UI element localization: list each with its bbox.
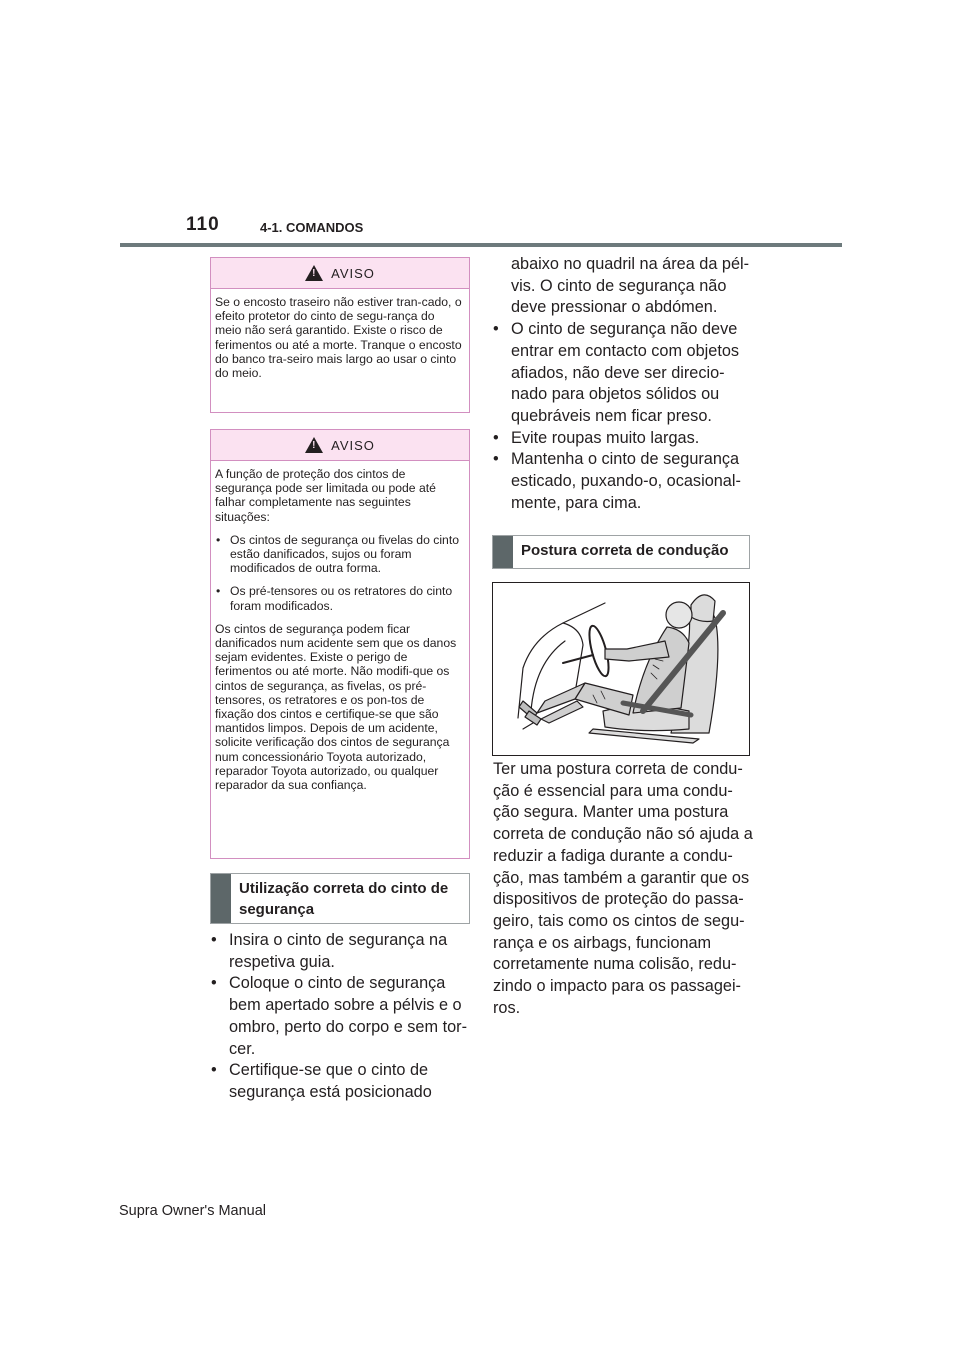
header-rule: [120, 243, 842, 247]
warning-header: [211, 430, 469, 461]
posture-heading: [492, 535, 750, 569]
list-item: • Mantenha o cinto de segurança esticado, puxando-o, ocasional-mente, para cima.: [493, 450, 741, 512]
posture-paragraph: Ter uma postura correta de condu-ção é essencial para uma condu-ção segura. Manter uma postura correta de condução não só ajuda a reduzir a fadiga durante a condu-ção, mas também a garantir que os dispositivos de proteção do passa-geiro, tais como os cintos de segu-rança e os airbags, funcionam corretamente numa colisão, redu-zindo o impacto para os passagei-ros.: [493, 760, 753, 1017]
warning-bullet: • Os pré-tensores ou os retratores do cinto foram modificados.: [216, 584, 453, 613]
heading-bar: [493, 536, 513, 568]
belt-usage-list-continued: [493, 254, 755, 514]
warning-triangle-icon: !: [305, 265, 323, 281]
warning-body: [211, 461, 469, 800]
page-number: 110: [186, 214, 220, 235]
list-item: • Certifique-se que o cinto de segurança está posicionado: [211, 1061, 432, 1101]
warning-box-2: [210, 429, 470, 859]
driver-seat-drawing: [493, 583, 749, 755]
list-item: • Evite roupas muito largas.: [493, 428, 700, 447]
warning-intro: A função de proteção dos cintos de segurança pode ser limitada ou pode até falhar completamente nas seguintes situações:: [215, 467, 436, 524]
footer-manual-title: Supra Owner's Manual: [119, 1203, 267, 1219]
warning-title: AVISO: [331, 265, 375, 281]
heading-bar: [211, 874, 231, 923]
warning-triangle-icon: !: [305, 437, 323, 453]
belt-usage-heading: [210, 873, 470, 924]
list-item-continuation: abaixo no quadril na área da pél-vis. O cinto de segurança não deve pressionar o abdómen.: [511, 255, 750, 317]
warning-outro: Os cintos de segurança podem ficar danificados num acidente sem que os danos sejam evidentes. Existe o perigo de ferimentos ou até morte. Não modifi-que os cintos de segurança, as fivelas, os pré-tensores, os retratores e os pon-tos de fixação dos cintos e certifique-se que são mantidos limpos. Depois de um acidente, solicite verificação dos cintos de segurança num concessionário Toyota autorizado, reparador Toyota autorizado, ou qualquer reparador da sua confiança.: [215, 621, 457, 793]
section-title: 4-1. COMANDOS: [260, 220, 364, 235]
warning-body: [211, 289, 469, 388]
warning-title: AVISO: [331, 437, 375, 453]
warning-header: [211, 258, 469, 289]
driving-posture-illustration: [492, 582, 750, 756]
list-item: • Insira o cinto de segurança na respetiva guia.: [211, 931, 448, 971]
belt-usage-list: [211, 930, 473, 1104]
warning-bullet: • Os cintos de segurança ou fivelas do cinto estão danificados, sujos ou foram modificados de outra forma.: [216, 532, 459, 576]
warning-box-1: [210, 257, 470, 413]
heading-text: Postura correta de condução: [521, 542, 729, 559]
warning-paragraph: Se o encosto traseiro não estiver tran-cado, o efeito protetor do cinto de segu-rança do meio não será garantido. Existe o risco de ferimentos ou até a morte. Tranque o encosto do banco tra-seiro mais largo ao usar o cinto do meio.: [215, 295, 462, 381]
list-item: • O cinto de segurança não deve entrar em contacto com objetos afiados, não deve ser direcio-nado para objetos sólidos ou quebráveis nem ficar preso.: [493, 320, 740, 425]
list-item: • Coloque o cinto de segurança bem apertado sobre a pélvis e o ombro, perto do corpo e sem tor-cer.: [211, 974, 467, 1058]
heading-text: Utilização correta do cinto de segurança: [239, 880, 449, 918]
